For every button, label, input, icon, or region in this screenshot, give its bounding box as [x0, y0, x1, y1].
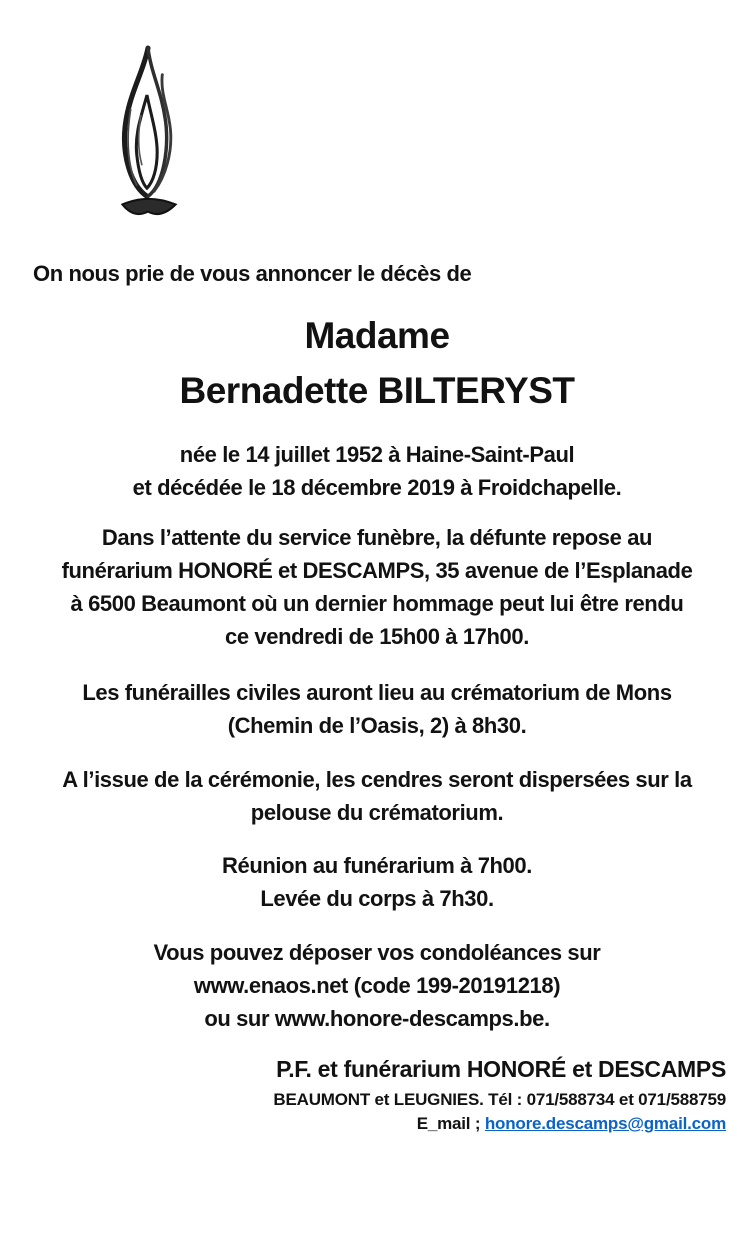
condolences-website-descamps: ou sur www.honore-descamps.be. — [204, 1006, 550, 1031]
repose-line: funérarium HONORÉ et DESCAMPS, 35 avenue de l’Esplanade — [61, 558, 693, 583]
repose-line: à 6500 Beaumont où un dernier hommage peut lui être rendu — [70, 591, 684, 616]
death-line: et décédée le 18 décembre 2019 à Froidchapelle. — [132, 475, 622, 500]
repose-paragraph — [0, 521, 754, 653]
condolences-paragraph — [0, 936, 754, 1035]
flame-icon — [116, 44, 182, 228]
meeting-line: Réunion au funérarium à 7h00. — [222, 853, 532, 878]
ashes-line: pelouse du crématorium. — [250, 800, 504, 825]
condolences-line: Vous pouvez déposer vos condoléances sur — [153, 940, 601, 965]
funeral-home-contact: BEAUMONT et LEUGNIES. Tél : 071/588734 et 071/588759 — [273, 1090, 726, 1109]
funeral-line: Les funérailles civiles auront lieu au crématorium de Mons — [82, 680, 672, 705]
email-line — [0, 1114, 726, 1134]
schedule-paragraph — [0, 849, 754, 915]
deceased-name: Bernadette BILTERYST — [179, 370, 575, 411]
condolences-website-enaos: www.enaos.net (code 199-20191218) — [193, 973, 561, 998]
email-label: E_mail ; — [416, 1114, 485, 1133]
birth-line: née le 14 juillet 1952 à Haine-Saint-Paul — [179, 442, 575, 467]
title-madame: Madame — [304, 315, 450, 356]
body-removal-line: Levée du corps à 7h30. — [260, 886, 494, 911]
funeral-line: (Chemin de l’Oasis, 2) à 8h30. — [227, 713, 527, 738]
funeral-paragraph — [0, 676, 754, 742]
repose-line: Dans l’attente du service funèbre, la défunte repose au — [101, 525, 653, 550]
funeral-home-name: P.F. et funérarium HONORÉ et DESCAMPS — [276, 1056, 726, 1082]
ashes-line: A l’issue de la cérémonie, les cendres seront dispersées sur la — [62, 767, 692, 792]
repose-line: ce vendredi de 15h00 à 17h00. — [225, 624, 529, 649]
intro-text: On nous prie de vous annoncer le décès de — [33, 261, 472, 286]
email-link[interactable]: honore.descamps@gmail.com — [484, 1114, 726, 1133]
birth-death-paragraph — [0, 438, 754, 504]
ashes-paragraph — [0, 763, 754, 829]
